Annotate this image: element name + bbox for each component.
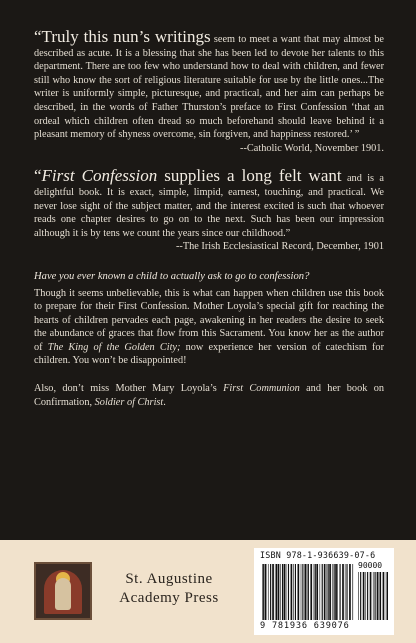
review-lead-rest: supplies a long felt want	[157, 166, 342, 186]
review-citation: --Catholic World, November 1901.	[240, 142, 384, 154]
review-lead-title: First Confession	[41, 166, 158, 186]
description-text: Also, don’t miss Mother Mary Loyola’s	[34, 383, 224, 395]
price-addon-number: 90000	[358, 561, 383, 570]
review-catholic-world	[34, 27, 384, 155]
book-title-king-golden-city: The King of the Golden City;	[47, 341, 181, 353]
description-question: Have you ever known a child to actually ask to go to confession?	[34, 270, 310, 282]
publisher-name	[104, 570, 234, 608]
review-irish-record	[34, 166, 385, 254]
description-text: Though it seems unbelievable, this is what can happen when children use this book to prepare for their First Confession. Mother Loyola’s special gift for reaching the hearts of children pervades each page, awakening in her readers the desire to seek the abundance of graces that flow from this Sacrament. You know her as the author of	[34, 287, 384, 353]
book-title-first-communion: First Communion	[223, 383, 300, 395]
book-description	[34, 270, 384, 409]
addon-barcode-bars	[358, 572, 388, 620]
book-title-soldier-of-christ: Soldier of Christ	[94, 396, 164, 408]
review-citation: --The Irish Ecclesiastical Record, December, 1901	[175, 241, 384, 253]
review-lead-open: “	[34, 166, 42, 186]
review-body: seem to meet a want that may almost be described as acute. It is a blessing that she has been led to devote her talents to this department. There are too few who understand how to deal with children, and fewer still who know the sort of religious literature suitable for use by the little ones...The writer is uniformly simple, picturesque, and practical, and her aim can perhaps be described, in the words of Father Thurston’s preface to First Confession ‘that an ordeal which children often dread so much beforehand should leave behind it a pleasant memory of shyness overcome, sin forgiven, and happiness restored.’ ”	[34, 34, 384, 141]
publisher-logo-icon	[34, 562, 92, 620]
description-text: .	[163, 396, 166, 408]
description-text: now experience her version of catechism for children. You won’t be disappointed!	[34, 341, 384, 367]
ean-number: 9 781936 639076	[260, 621, 350, 631]
description-text: and her book on Confirmation,	[34, 383, 384, 408]
description-paragraph-1	[34, 287, 384, 369]
review-body: and is a delightful book. It is exact, simple, limpid, earnest, touching, and practical. We never lose sight of the subject matter, and the interest excited is such that whoever reads one chapter desires to go on to the next. Such has been our impression although it is by tens we count the years since our childhood.”	[34, 173, 385, 239]
publisher-line-2: Academy Press	[119, 590, 219, 606]
cover-text	[34, 27, 385, 409]
review-lead: “Truly this nun’s writings	[34, 27, 211, 46]
publisher-line-1: St. Augustine	[125, 571, 213, 587]
description-paragraph-2	[34, 382, 384, 409]
ean-barcode-bars	[262, 564, 354, 620]
isbn-number: ISBN 978-1-936639-07-6	[260, 550, 376, 560]
isbn-barcode	[254, 548, 394, 635]
publisher-footer	[0, 540, 416, 643]
